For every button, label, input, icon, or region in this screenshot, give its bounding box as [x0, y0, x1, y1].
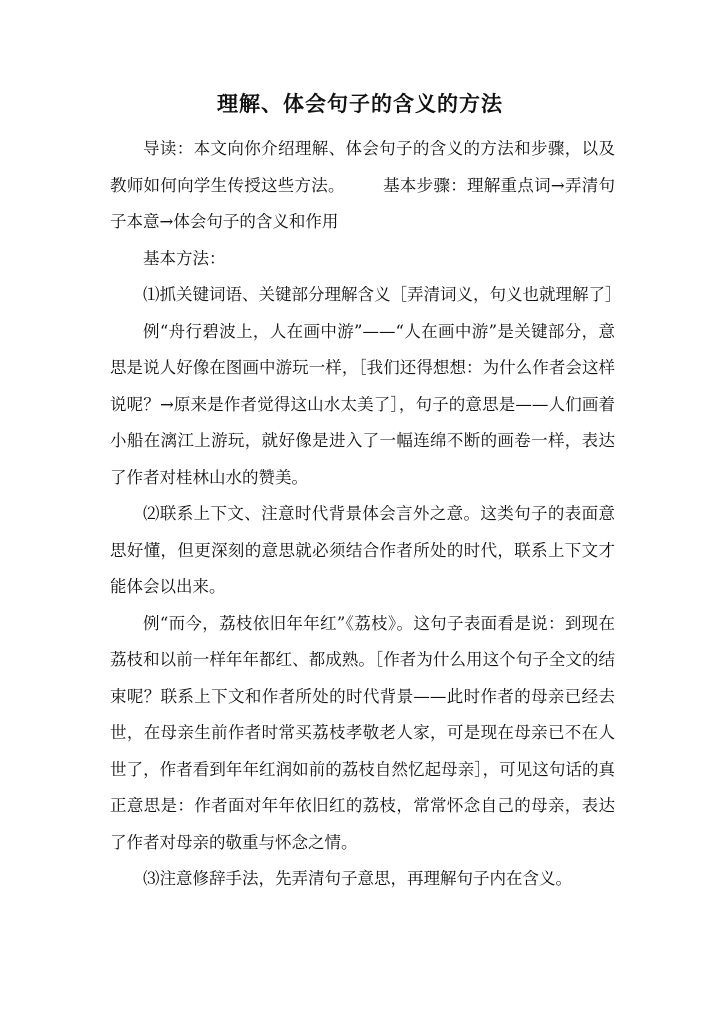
method-3: ⑶注意修辞手法，先弄清句子意思，再理解句子内在含义。 — [143, 869, 572, 888]
intro-paragraph — [110, 131, 615, 241]
intro-steps: 基本步骤：理解重点词→弄清句子本意→体会句子的含义和作用 — [110, 175, 616, 231]
basic-methods-heading: 基本方法： — [143, 248, 226, 268]
intro-text: 导读：本文向你介绍理解、体会句子的含义的方法和步骤，以及教师如何向学生传授这些方法。 — [110, 139, 615, 195]
method-2-example: 例“而今，荔枝依旧年年红”《荔枝》。这句子表面看是说：到现在荔枝和以前一样年年都红、都成熟。［作者为什么用这个句子全文的结束呢？联系上下文和作者所处的时代背景——此时作者的母亲已经去世，在母亲生前作者时常买荔枝孝敬老人家，可是现在母亲已不在人世了，作者看到年年红润如前的荔枝自然忆起母亲］，可见这句话的真正意思是：作者面对年年依旧红的荔枝，常常怀念自己的母亲，表达了作者对母亲的敬重与怀念之情。 — [110, 613, 615, 852]
document-body — [110, 131, 622, 898]
method-2: ⑵联系上下文、注意时代背景体会言外之意。这类句子的表面意思好懂，但更深刻的意思就必须结合作者所处的时代，联系上下文才能体会以出来。 — [110, 504, 615, 596]
method-1-example: 例“舟行碧波上，人在画中游”——“人在画中游”是关键部分，意思是说人好像在图画中游玩一样，［我们还得想想：为什么作者会这样说呢？→原来是作者觉得这山水太美了］，句子的意思是——人们画着小船在漓江上游玩，就好像是进入了一幅连绵不断的画卷一样，表达了作者对桂林山水的赞美。 — [110, 321, 615, 487]
document-title: 理解、体会句子的含义的方法 — [217, 92, 503, 116]
method-1: ⑴抓关键词语、关键部分理解含义［弄清词义，句义也就理解了］ — [143, 285, 622, 304]
